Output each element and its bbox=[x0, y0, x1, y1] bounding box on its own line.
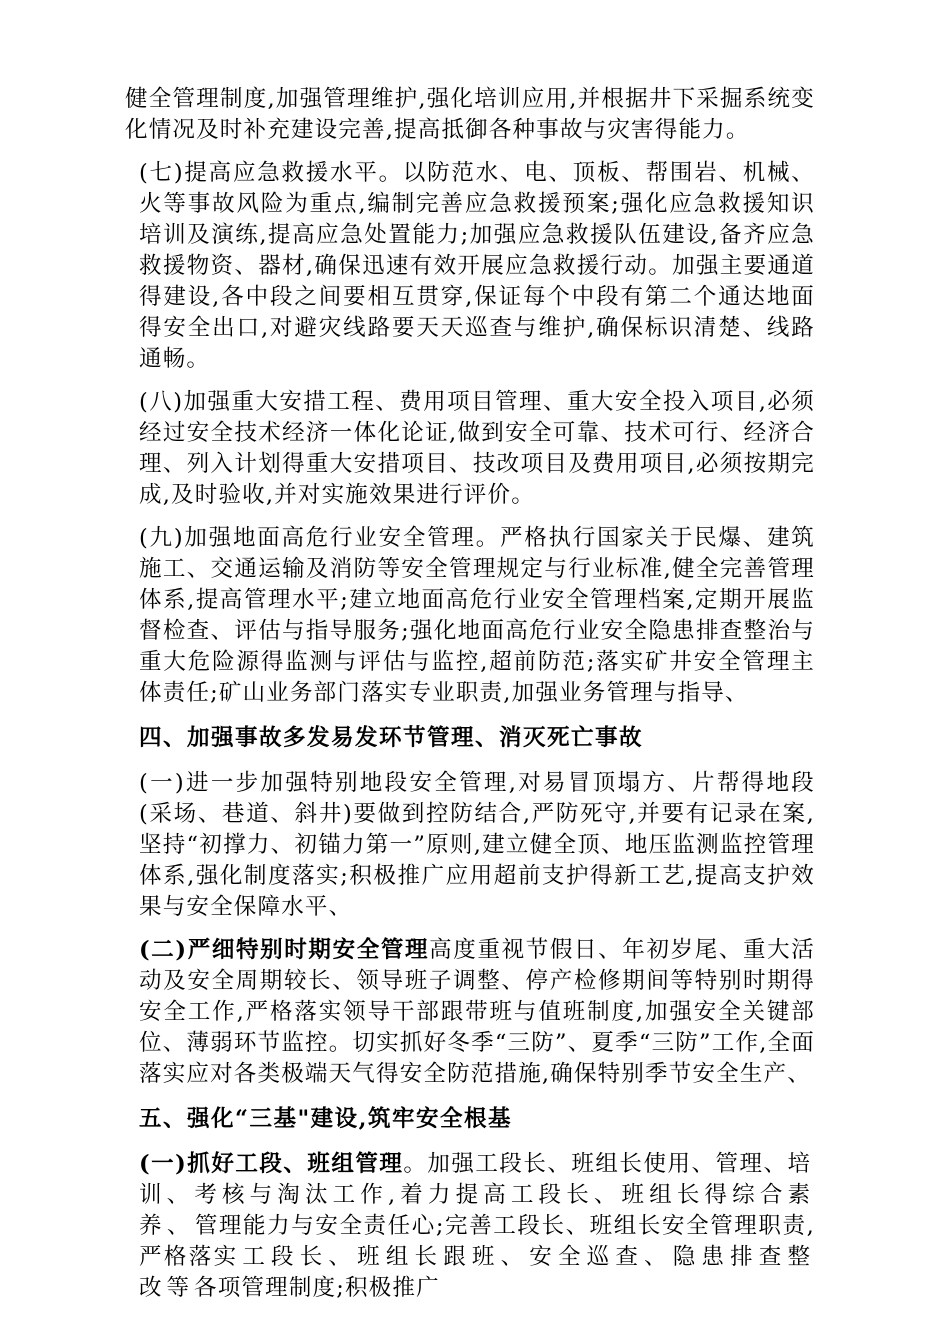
section-4-paragraph-1: (一)进一步加强特别地段安全管理,对易冒顶塌方、片帮得地段(采场、巷道、斜井)要做到控防结合,严防死守,并要有记录在案,坚持“初撑力、初锚力第一”原则,建立健全顶、地压监测监控管理体系,强化制度落实;积极推广应用超前支护得新工艺,提高支护效果与安全保障水平、 bbox=[139, 770, 815, 920]
section-4-paragraph-2 bbox=[125, 935, 815, 1090]
section-5-paragraph-1-spread-2: 实工段长、班组长跟班、安全巡查、隐患排查整改等 bbox=[139, 1244, 815, 1301]
section-5-paragraph-1-body-2: 管理能力与安全责任心;完善工段长、班组长安全管理职责,严格落 bbox=[139, 1213, 815, 1270]
section-5-heading: 五、强化“三基"建设,筑牢安全根基 bbox=[139, 1106, 512, 1132]
section-5-paragraph-1 bbox=[125, 1149, 815, 1304]
paragraph-8-major-safety-projects: (八)加强重大安措工程、费用项目管理、重大安全投入项目,必须经过安全技术经济一体化论证,做到安全可靠、技术可行、经济合理、列入计划得重大安措项目、技改项目及费用项目,必须按期完成,及时验收,并对实施效果进行评价。 bbox=[139, 389, 815, 508]
section-5-paragraph-1-body-3: 各项管理制度;积极推广 bbox=[194, 1275, 440, 1301]
section-4-paragraph-2-body: 高度重视节假日、年初岁尾、重大活动及安全周期较长、领导班子调整、停产检修期间等特别时期得安全工作,严格落实领导干部跟带班与值班制度,加强安全关键部位、薄弱环节监控。切实抓好冬季“三防”、夏季“三防”工作,全面落实应对各类极端天气得安全防范措施,确保特别季节安全生产、 bbox=[139, 937, 815, 1087]
section-4-paragraph-2-lead: (二)严细特别时期安全管理 bbox=[139, 937, 430, 963]
section-4-heading: 四、加强事故多发易发环节管理、消灭死亡事故 bbox=[139, 725, 644, 751]
document-page bbox=[125, 84, 815, 1304]
section-5-paragraph-1-spread-1: 培训、考核与淘汰工作,着力提高工段长、班组长得综合素养、 bbox=[139, 1151, 815, 1239]
section-5-paragraph-1-lead: (一)抓好工段、班组管理 bbox=[139, 1151, 404, 1177]
paragraph-7-emergency-rescue: (七)提高应急救援水平。以防范水、电、顶板、帮围岩、机械、火等事故风险为重点,编制完善应急救援预案;强化应急救援知识培训及演练,提高应急处置能力;加强应急救援队伍建设,备齐应急救援物资、器材,确保迅速有效开展应急救援行动。加强主要通道得建设,各中段之间要相互贯穿,保证每个中段有第二个通达地面得安全出口,对避灾线路要天天巡查与维护,确保标识清楚、线路通畅。 bbox=[139, 160, 815, 372]
paragraph-intro: 健全管理制度,加强管理维护,强化培训应用,并根据井下采掘系统变化情况及时补充建设完善,提高抵御各种事故与灾害得能力。 bbox=[125, 86, 815, 143]
section-5-paragraph-1-body-1: 。加强工段长、班组长使用、管理、 bbox=[403, 1151, 788, 1177]
paragraph-9-ground-high-risk: (九)加强地面高危行业安全管理。严格执行国家关于民爆、建筑施工、交通运输及消防等安全管理规定与行业标准,健全完善管理体系,提高管理水平;建立地面高危行业安全管理档案,定期开展监督检查、评估与指导服务;强化地面高危行业安全隐患排查整治与重大危险源得监测与评估与监控,超前防范;落实矿井安全管理主体责任;矿山业务部门落实专业职责,加强业务管理与指导、 bbox=[139, 525, 815, 706]
